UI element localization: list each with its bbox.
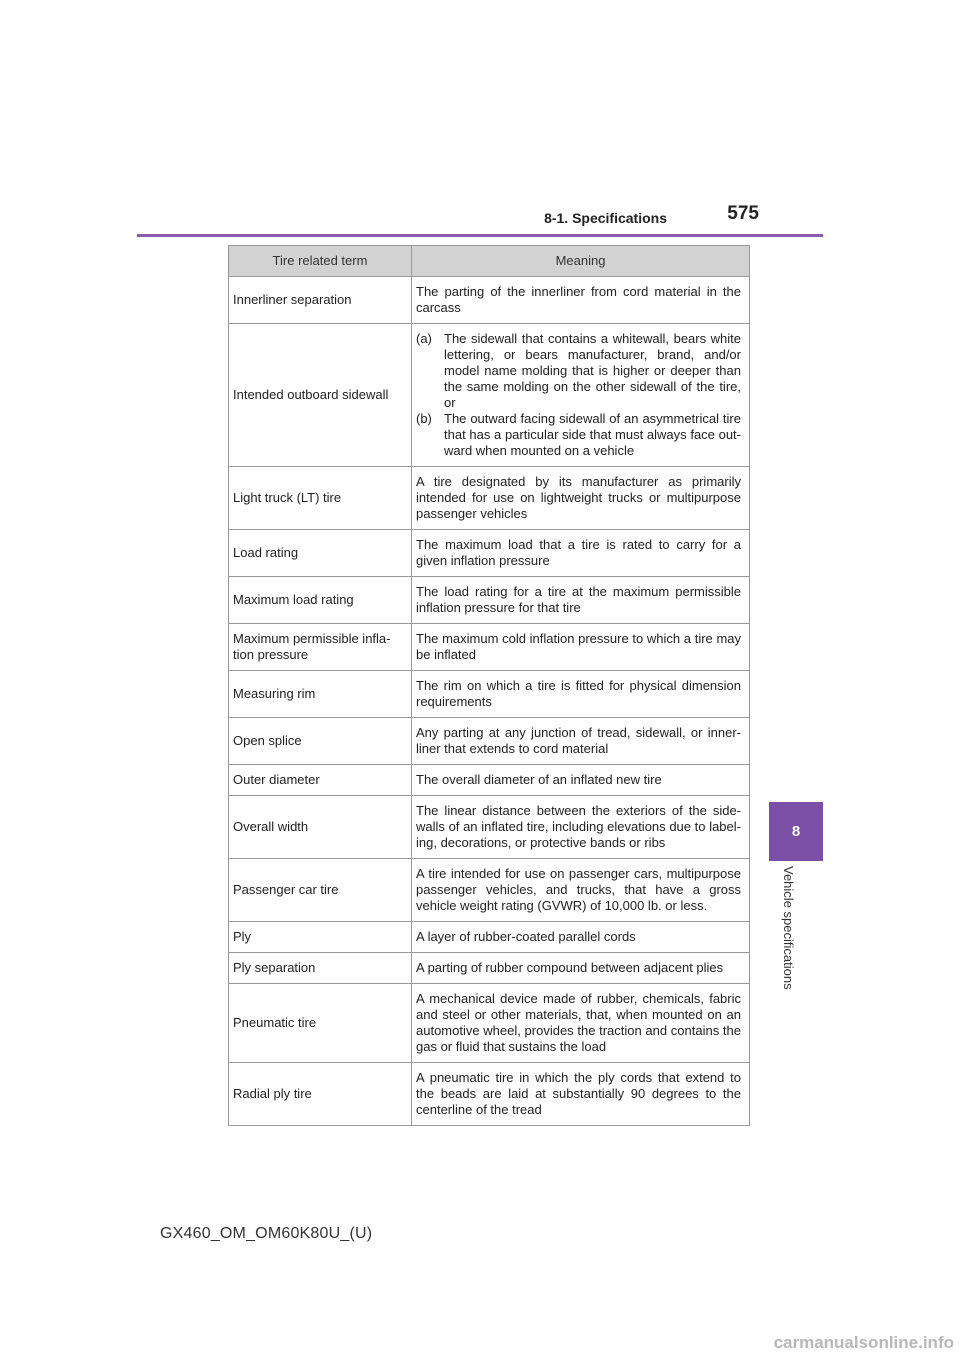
list-item-label: (b) <box>416 411 432 426</box>
tire-terms-table <box>228 245 750 1126</box>
term-cell: Light truck (LT) tire <box>229 467 412 530</box>
meaning-cell: The rim on which a tire is fitted for physical dimension requirements <box>412 671 750 718</box>
table-row <box>229 530 750 577</box>
meaning-cell: A parting of rubber compound between adjacent plies <box>412 953 750 984</box>
term-cell: Innerliner separation <box>229 277 412 324</box>
section-title: 8-1. Specifications <box>544 210 667 226</box>
table-row <box>229 624 750 671</box>
term-cell: Intended outboard sidewall <box>229 324 412 467</box>
table-row <box>229 671 750 718</box>
table-row <box>229 324 750 467</box>
chapter-label: Vehicle specifications <box>781 866 796 990</box>
meaning-cell: The maximum load that a tire is rated to carry for a given inflation pressure <box>412 530 750 577</box>
meaning-cell <box>412 324 750 467</box>
list-item-text: The sidewall that contains a whitewall, bears white lettering, or bears manufacturer, brand, and/or model name molding that is higher or deeper than the same molding on the other sidewall of the tire, or <box>444 331 741 410</box>
table-row <box>229 577 750 624</box>
meaning-cell: A layer of rubber-coated parallel cords <box>412 922 750 953</box>
chapter-number: 8 <box>791 823 801 840</box>
meaning-cell: The maximum cold inflation pressure to which a tire may be inflated <box>412 624 750 671</box>
list-item-text: The outward facing sidewall of an asymmetrical tire that has a particular side that must always face out-ward when mounted on a vehicle <box>444 411 741 458</box>
table-row <box>229 859 750 922</box>
term-cell: Open splice <box>229 718 412 765</box>
term-cell: Pneumatic tire <box>229 984 412 1063</box>
table-row <box>229 1063 750 1126</box>
term-cell: Measuring rim <box>229 671 412 718</box>
page-header <box>137 198 823 237</box>
chapter-tab[interactable] <box>769 802 823 861</box>
term-cell: Ply <box>229 922 412 953</box>
term-cell: Maximum permissible infla-tion pressure <box>229 624 412 671</box>
table-row <box>229 953 750 984</box>
list-item <box>416 411 741 459</box>
term-cell: Radial ply tire <box>229 1063 412 1126</box>
meaning-cell: The load rating for a tire at the maximum permissible inflation pressure for that tire <box>412 577 750 624</box>
table-row <box>229 765 750 796</box>
meaning-cell: A tire intended for use on passenger cars, multipurpose passenger vehicles, and trucks, that have a gross vehicle weight rating (GVWR) of 10,000 lb. or less. <box>412 859 750 922</box>
table-header-row <box>229 246 750 277</box>
list-item <box>416 331 741 411</box>
term-cell: Outer diameter <box>229 765 412 796</box>
column-header-meaning: Meaning <box>412 246 750 277</box>
list-item-label: (a) <box>416 331 432 346</box>
term-cell: Load rating <box>229 530 412 577</box>
meaning-cell: The parting of the innerliner from cord material in the carcass <box>412 277 750 324</box>
table-row <box>229 796 750 859</box>
meaning-cell: A pneumatic tire in which the ply cords that extend to the beads are laid at substantially 90 degrees to the centerline of the tread <box>412 1063 750 1126</box>
meaning-cell: Any parting at any junction of tread, sidewall, or inner-liner that extends to cord material <box>412 718 750 765</box>
meaning-cell: A mechanical device made of rubber, chemicals, fabric and steel or other materials, that, when mounted on an automotive wheel, provides the traction and contains the gas or fluid that sustains the load <box>412 984 750 1063</box>
meaning-cell: The linear distance between the exteriors of the side-walls of an inflated tire, including elevations due to label-ing, decorations, or protective bands or ribs <box>412 796 750 859</box>
table-row <box>229 984 750 1063</box>
meaning-cell: A tire designated by its manufacturer as primarily intended for use on lightweight trucks or multipurpose passenger vehicles <box>412 467 750 530</box>
table-row <box>229 922 750 953</box>
term-cell: Ply separation <box>229 953 412 984</box>
term-cell: Maximum load rating <box>229 577 412 624</box>
term-cell: Overall width <box>229 796 412 859</box>
watermark: carmanualsonline.info <box>773 1333 954 1352</box>
table-row <box>229 277 750 324</box>
table-row <box>229 718 750 765</box>
document-code: GX460_OM_OM60K80U_(U) <box>160 1225 373 1242</box>
page-number: 575 <box>727 203 759 224</box>
column-header-term: Tire related term <box>229 246 412 277</box>
meaning-cell: The overall diameter of an inflated new tire <box>412 765 750 796</box>
table-row <box>229 467 750 530</box>
term-cell: Passenger car tire <box>229 859 412 922</box>
